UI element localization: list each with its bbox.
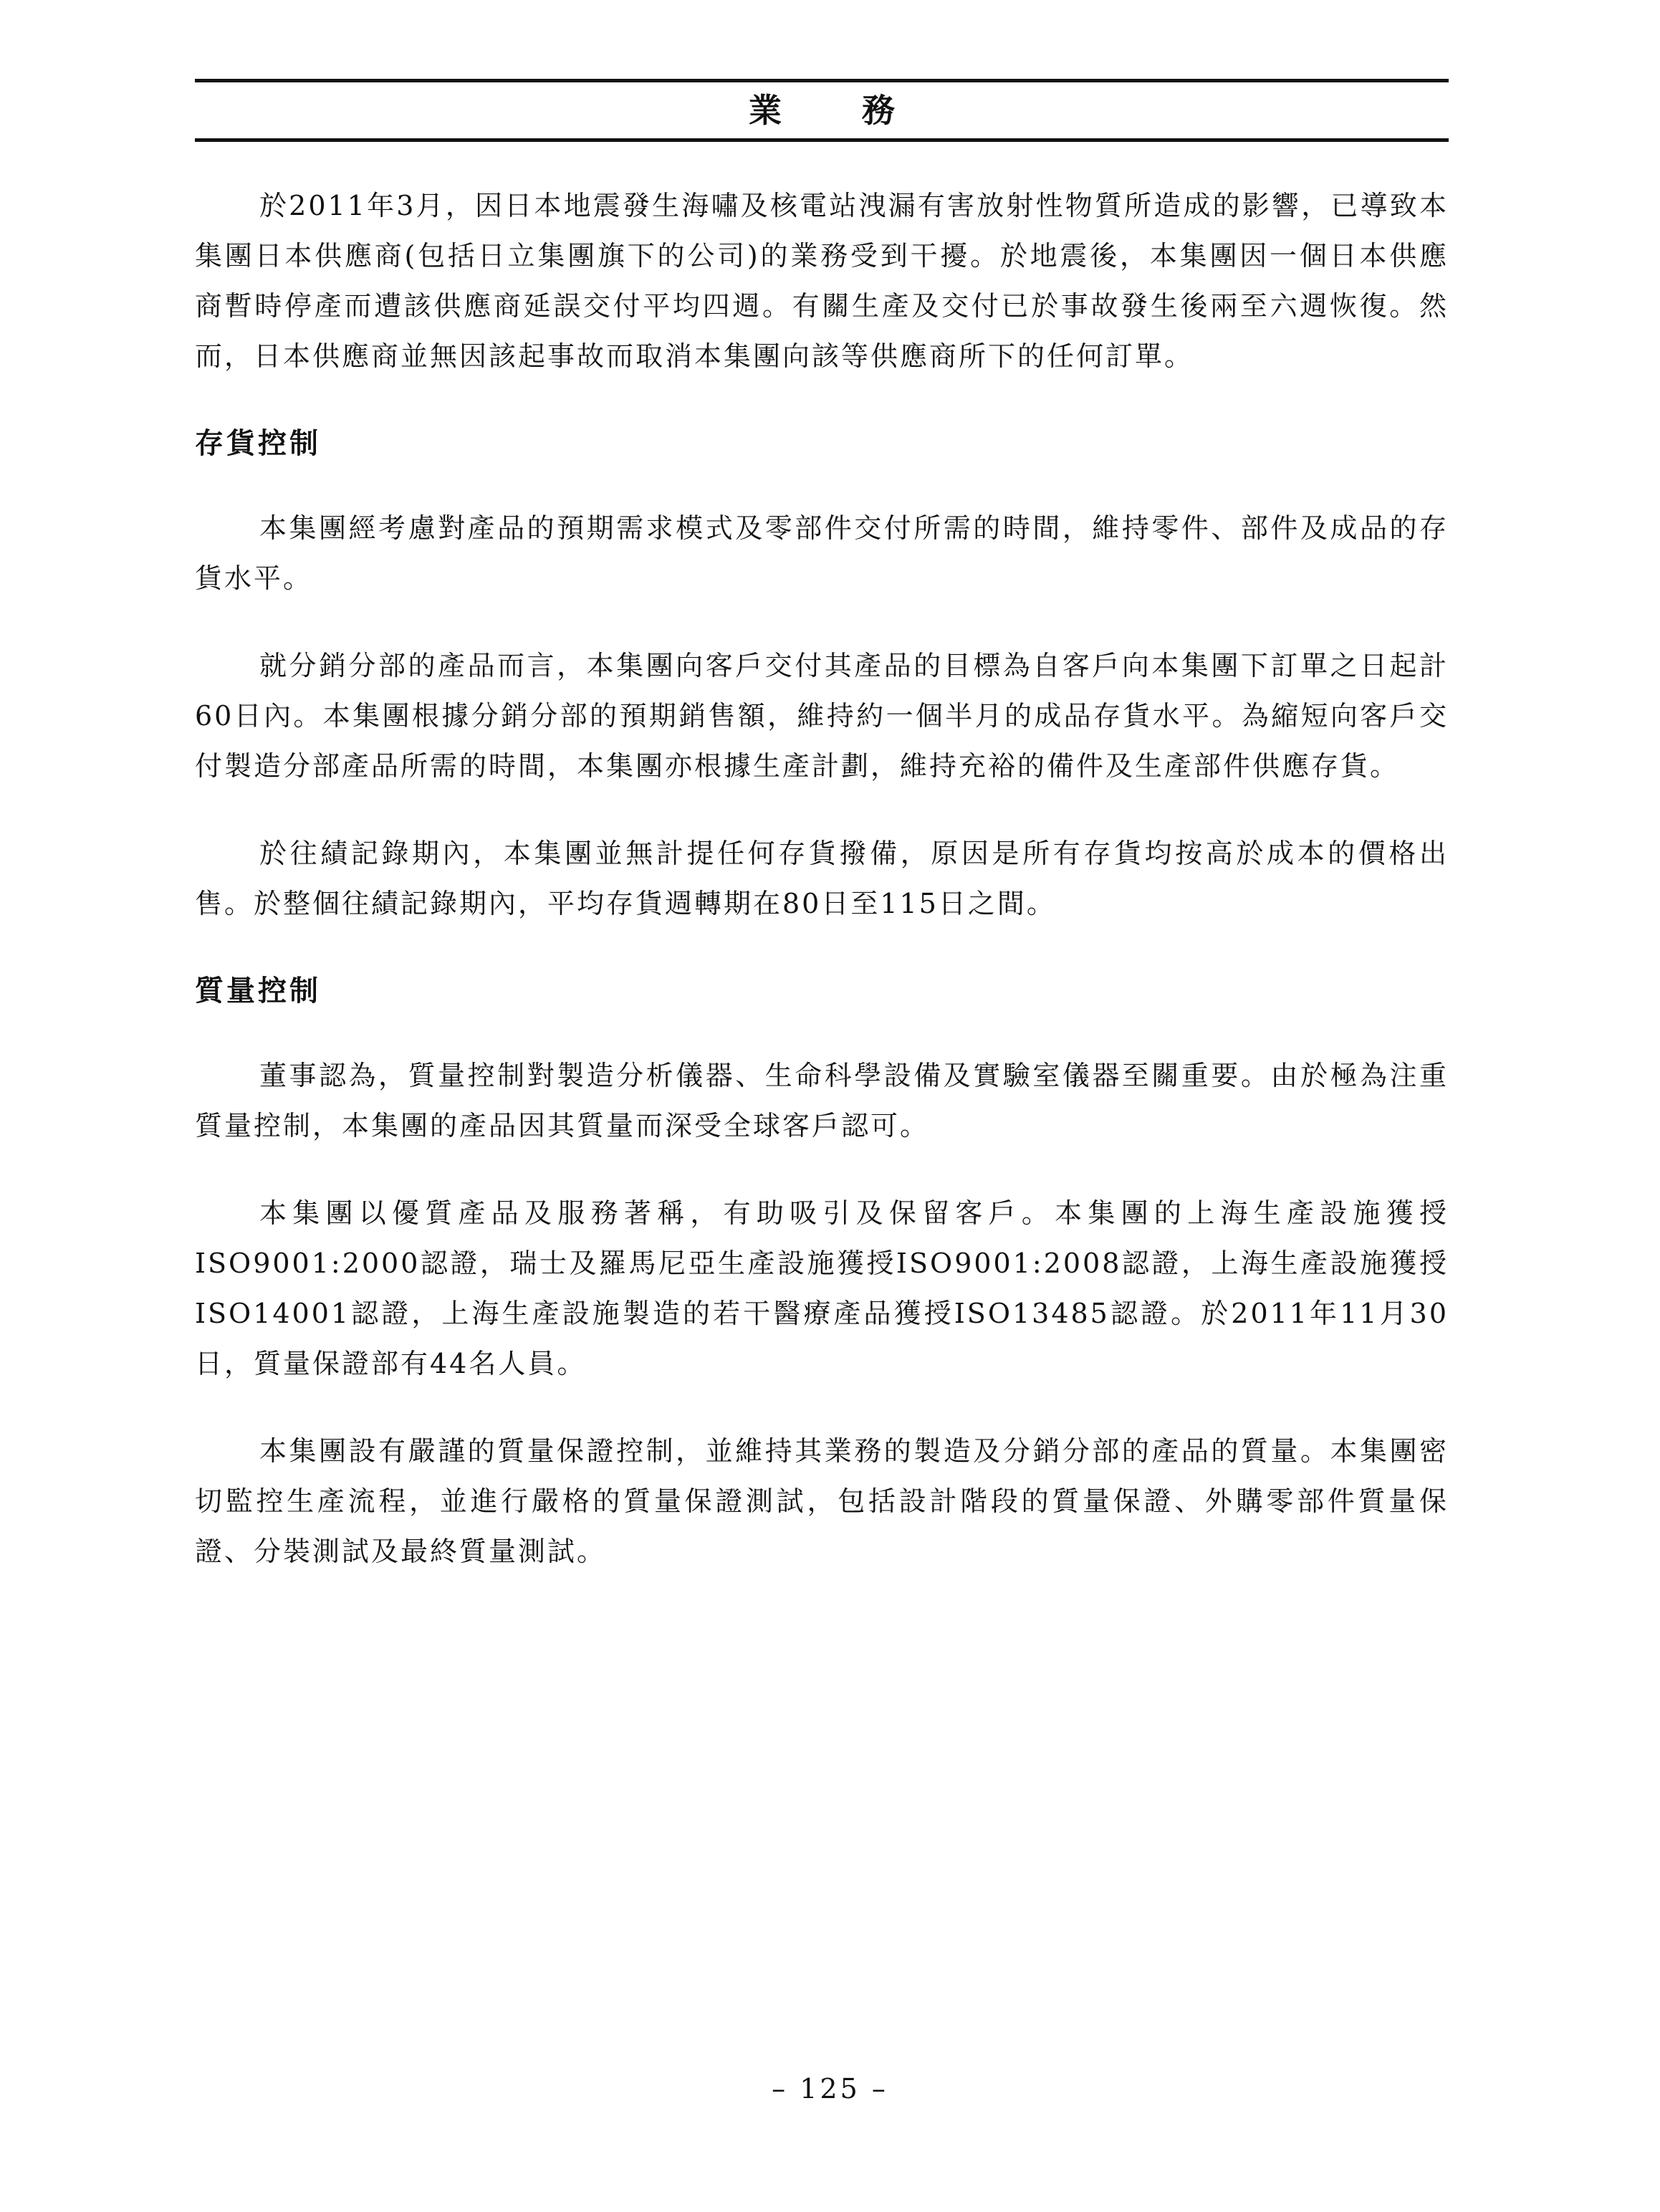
paragraph-quality-importance: 董事認為，質量控制對製造分析儀器、生命科學設備及實驗室儀器至關重要。由於極為注重質量控制，本集團的產品因其質量而深受全球客戶認可。 xyxy=(195,1060,1449,1141)
paragraph-quality-assurance: 本集團設有嚴謹的質量保證控制，並維持其業務的製造及分銷分部的產品的質量。本集團密切監控生產流程，並進行嚴格的質量保證測試，包括設計階段的質量保證、外購零部件質量保證、分裝測試及最終質量測試。 xyxy=(195,1435,1449,1567)
header-top-rule xyxy=(195,79,1449,82)
section-heading-quality-control: 質量控制 xyxy=(195,974,321,1007)
paragraph-inventory-levels: 本集團經考慮對產品的預期需求模式及零部件交付所需的時間，維持零件、部件及成品的存貨水平。 xyxy=(195,512,1449,594)
paragraph-earthquake-impact: 於2011年3月，因日本地震發生海嘯及核電站洩漏有害放射性物質所造成的影響，已導致本集團日本供應商(包括日立集團旗下的公司)的業務受到干擾。於地震後，本集團因一個日本供應商暫時停產而遭該供應商延誤交付平均四週。有關生產及交付已於事故發生後兩至六週恢復。然而，日本供應商並無因該起事故而取消本集團向該等供應商所下的任何訂單。 xyxy=(195,190,1449,372)
section-heading-inventory-control: 存貨控制 xyxy=(195,426,321,460)
paragraph-iso-certifications: 本集團以優質產品及服務著稱，有助吸引及保留客戶。本集團的上海生產設施獲授ISO9001:2000認證，瑞士及羅馬尼亞生產設施獲授ISO9001:2008認證，上海生產設施獲授ISO14001認證，上海生產設施製造的若干醫療產品獲授ISO13485認證。於2011年11月30日，質量保證部有44名人員。 xyxy=(195,1197,1449,1379)
page-header-title: 業 務 xyxy=(748,91,929,130)
page-number: – 125 – xyxy=(772,2073,888,2105)
paragraph-distribution-delivery: 就分銷分部的產品而言，本集團向客戶交付其產品的目標為自客戶向本集團下訂單之日起計60日內。本集團根據分銷分部的預期銷售額，維持約一個半月的成品存貨水平。為縮短向客戶交付製造分部產品所需的時間，本集團亦根據生產計劃，維持充裕的備件及生產部件供應存貨。 xyxy=(195,650,1449,782)
paragraph-inventory-provision: 於往績記錄期內，本集團並無計提任何存貨撥備，原因是所有存貨均按高於成本的價格出售。於整個往績記錄期內，平均存貨週轉期在80日至115日之間。 xyxy=(195,838,1449,919)
header-bottom-rule xyxy=(195,138,1449,142)
document-body xyxy=(195,181,1449,1614)
